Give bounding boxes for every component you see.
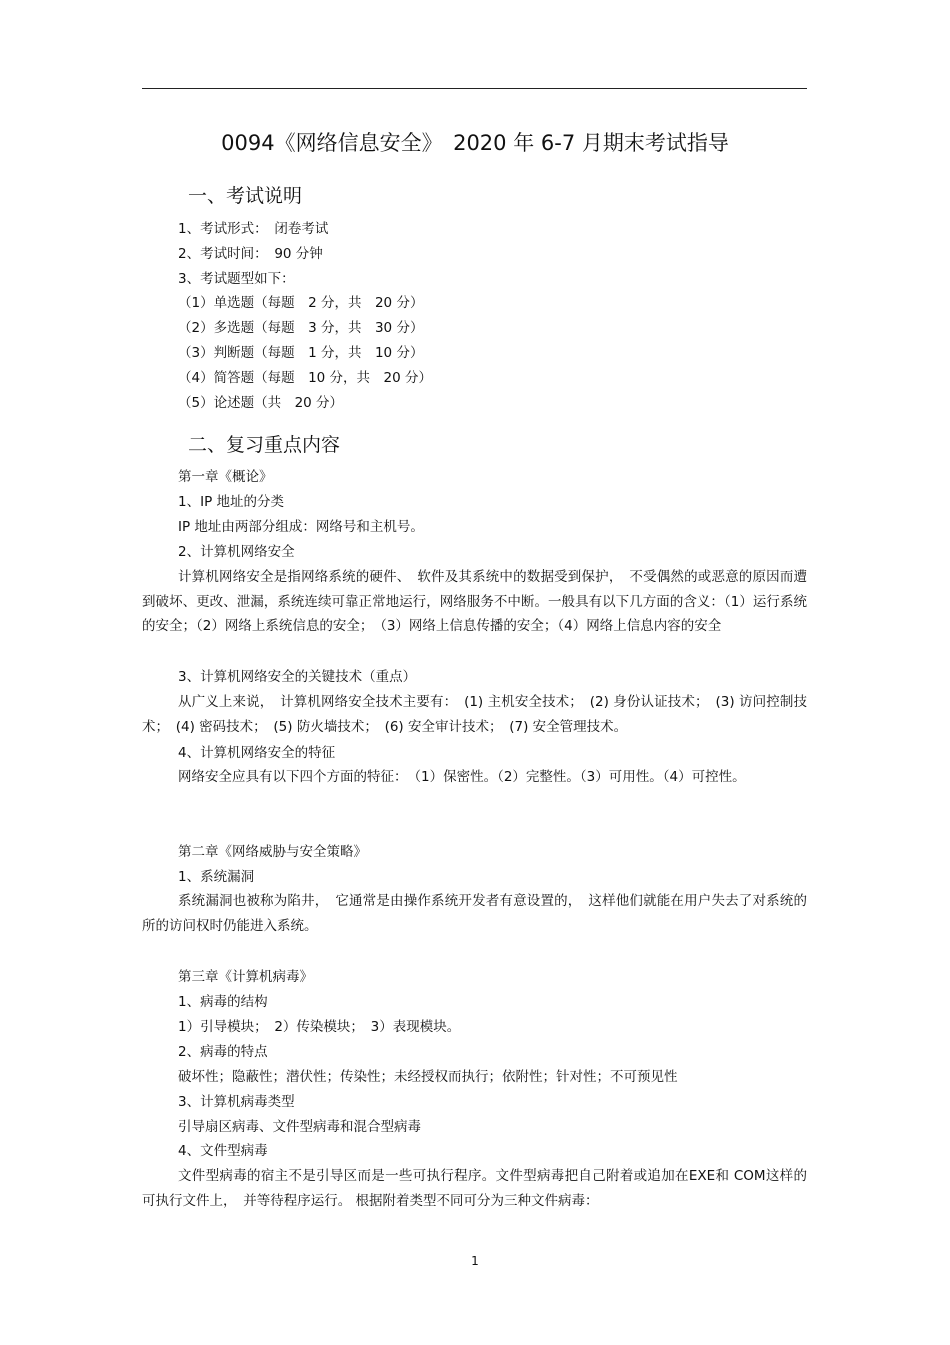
item-heading: 3、计算机病毒类型 <box>178 1094 295 1110</box>
paragraph: 网络安全应具有以下四个方面的特征： （1）保密性。（2）完整性。（3）可用性。（4）可控性。 <box>178 769 746 785</box>
section-heading-exam-info: 一、考试说明 <box>188 185 303 207</box>
chapter-title: 第一章《概论》 <box>178 469 273 485</box>
exam-info-line: 2、考试时间： 90 分钟 <box>178 246 323 262</box>
chapter-title: 第二章《网络威胁与安全策略》 <box>178 844 367 860</box>
page-number: 1 <box>471 1254 479 1268</box>
exam-info-line: （1）单选题（每题 2 分，共 20 分） <box>178 295 424 311</box>
exam-info-line: （3）判断题（每题 1 分，共 10 分） <box>178 345 424 361</box>
chapter-title: 第三章《计算机病毒》 <box>178 969 313 985</box>
exam-info-line: 1、考试形式： 闭卷考试 <box>178 221 329 237</box>
item-heading: 1、IP 地址的分类 <box>178 494 285 510</box>
page-title: 0094《网络信息安全》 2020 年 6-7 月期末考试指导 <box>221 131 729 155</box>
paragraph: 从广义上来说， 计算机网络安全技术主要有： (1) 主机安全技术； (2) 身份认证技术； (3) 访问控制技术； (4) 密码技术； (5) 防火墙技术； (6) 安全审计技术； (7) 安全管理技术。 <box>142 694 807 735</box>
exam-info-line: （2）多选题（每题 3 分，共 30 分） <box>178 320 424 336</box>
exam-info-line: （4）简答题（每题 10 分，共 20 分） <box>178 370 433 386</box>
item-heading: 1、病毒的结构 <box>178 994 268 1010</box>
item-heading: 4、文件型病毒 <box>178 1143 268 1159</box>
body-line: IP 地址由两部分组成：网络号和主机号。 <box>178 519 424 535</box>
item-heading: 2、病毒的特点 <box>178 1044 268 1060</box>
header-rule <box>142 88 807 89</box>
paragraph: 文件型病毒的宿主不是引导区而是一些可执行程序。文件型病毒把自己附着或追加在EXE和 COM这样的可执行文件上， 并等待程序运行。 根据附着类型不同可分为三种文件病毒： <box>142 1168 807 1209</box>
paragraph: 计算机网络安全是指网络系统的硬件、 软件及其系统中的数据受到保护， 不受偶然的或恶意的原因而遭到破坏、更改、泄漏，系统连续可靠正常地运行，网络服务不中断。一般具有以下几方面的含义：（1）运行系统的安全；（2）网络上系统信息的安全； （3）网络上信息传播的安全；（4）网络上信息内容的安全 <box>142 569 807 634</box>
body-line: 1）引导模块； 2）传染模块； 3）表现模块。 <box>178 1019 461 1035</box>
exam-info-line: 3、考试题型如下： <box>178 271 295 287</box>
item-heading: 2、计算机网络安全 <box>178 544 295 560</box>
section-heading-review: 二、复习重点内容 <box>188 434 341 456</box>
paragraph: 系统漏洞也被称为陷井， 它通常是由操作系统开发者有意设置的， 这样他们就能在用户失去了对系统的所的访问权时仍能进入系统。 <box>142 893 807 934</box>
item-heading: 3、计算机网络安全的关键技术（重点） <box>178 669 417 685</box>
item-heading: 4、计算机网络安全的特征 <box>178 745 336 761</box>
body-line: 破坏性；隐蔽性；潜伏性；传染性；未经授权而执行；依附性；针对性；不可预见性 <box>178 1069 678 1085</box>
item-heading: 1、系统漏洞 <box>178 869 255 885</box>
body-line: 引导扇区病毒、文件型病毒和混合型病毒 <box>178 1119 421 1135</box>
exam-info-line: （5）论述题（共 20 分） <box>178 395 344 411</box>
